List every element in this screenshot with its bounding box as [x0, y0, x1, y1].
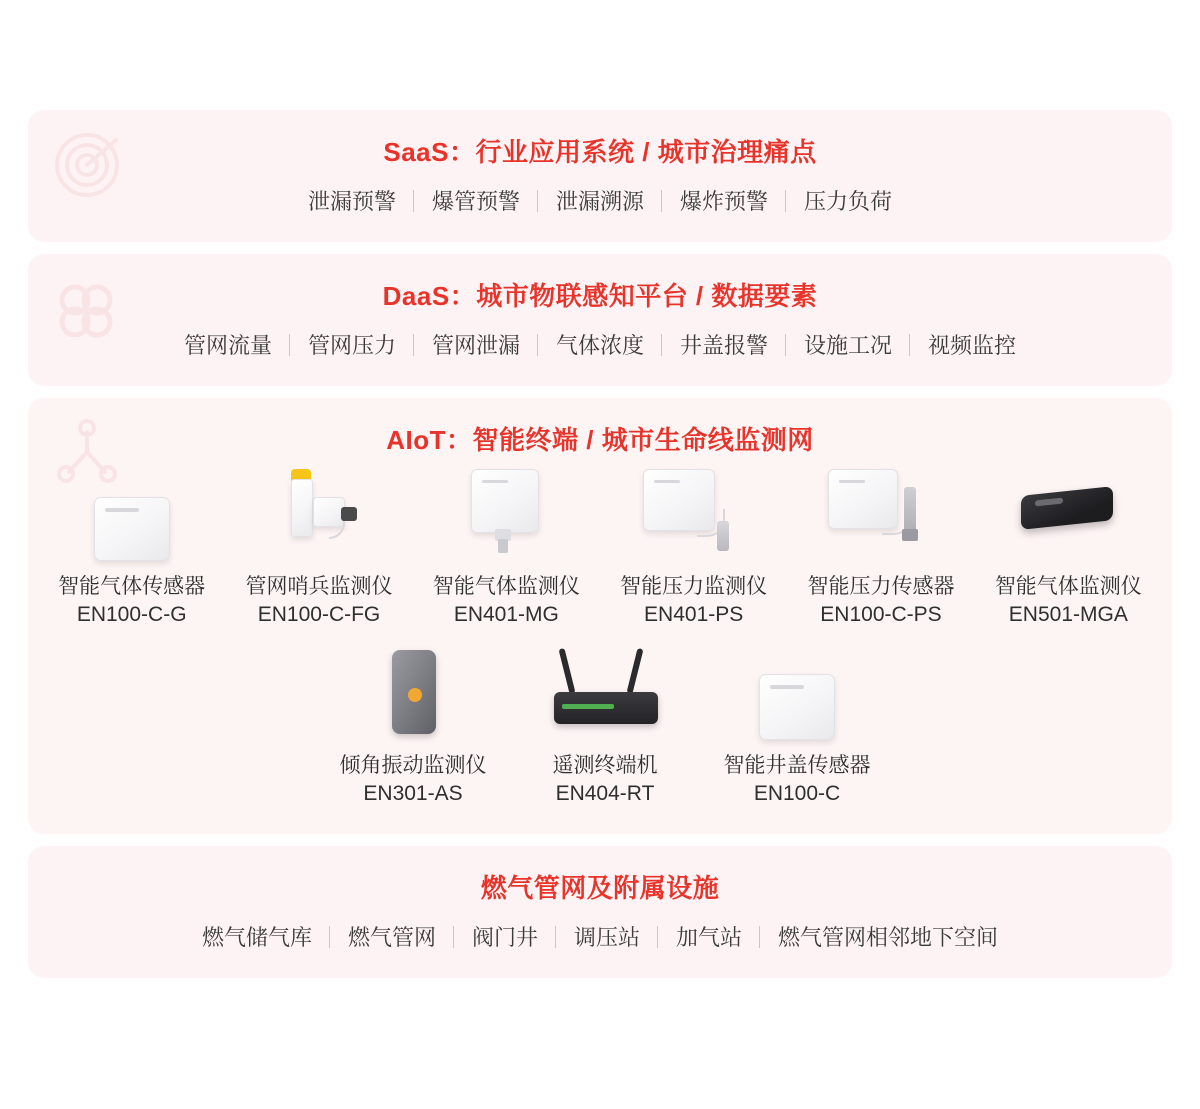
saas-chip[interactable]: 爆炸预警 [662, 185, 786, 216]
pipeline-chip[interactable]: 加气站 [658, 921, 760, 952]
daas-chip[interactable]: 管网压力 [290, 329, 414, 360]
layer-title-main: 城市物联感知平台 / 数据要素 [476, 281, 818, 311]
device-name: 智能压力监测仪 [620, 575, 768, 598]
device-name: 智能气体传感器 [58, 575, 206, 598]
device-card[interactable] [701, 648, 893, 809]
layer-title-daas [28, 254, 1172, 319]
daas-chip-list [28, 319, 1172, 386]
device-model: EN401-PS [644, 603, 744, 627]
pipeline-chip[interactable]: 燃气管网相邻地下空间 [778, 925, 999, 951]
layer-saas [28, 110, 1172, 242]
device-name: 智能气体监测仪 [432, 575, 580, 598]
device-card[interactable] [509, 648, 701, 809]
saas-chip[interactable]: 泄漏溯源 [538, 185, 662, 216]
layer-title-saas [28, 110, 1172, 175]
layer-daas [28, 254, 1172, 386]
device-model: EN100-C-PS [820, 603, 942, 627]
pressure-sensor-probe-icon [787, 469, 974, 561]
gas-monitor-box-icon [413, 469, 600, 561]
layer-title-pipeline [28, 846, 1172, 911]
pipeline-chip[interactable]: 燃气管网 [330, 921, 454, 952]
layer-title-prefix: AIoT： [386, 425, 473, 455]
layer-title-main: 智能终端 / 城市生命线监测网 [472, 425, 814, 455]
device-card[interactable] [225, 469, 412, 630]
pipeline-chip[interactable]: 阀门井 [454, 921, 556, 952]
pressure-monitor-box-icon [600, 469, 787, 561]
device-card[interactable] [317, 648, 509, 809]
layer-title-aiot [28, 398, 1172, 463]
device-model: EN501-MGA [1008, 603, 1128, 627]
device-card[interactable] [975, 469, 1162, 630]
layer-title-prefix: DaaS： [382, 281, 477, 311]
pipeline-chip[interactable]: 燃气储气库 [184, 921, 330, 952]
device-name: 智能气体监测仪 [994, 575, 1142, 598]
device-model: EN401-MG [453, 603, 559, 627]
device-name: 智能压力传感器 [807, 575, 955, 598]
device-card[interactable] [413, 469, 600, 630]
device-card[interactable] [38, 469, 225, 630]
layer-title-main: 燃气管网及附属设施 [480, 873, 720, 904]
saas-chip[interactable]: 泄漏预警 [290, 185, 414, 216]
device-model: EN100-C [753, 782, 841, 806]
daas-chip[interactable]: 气体浓度 [538, 329, 662, 360]
rtu-router-icon [509, 648, 701, 740]
daas-chip[interactable]: 设施工况 [786, 329, 910, 360]
layer-pipeline [28, 846, 1172, 978]
saas-chip[interactable]: 压力负荷 [804, 189, 893, 214]
device-grid [28, 463, 1172, 834]
saas-chip[interactable]: 爆管预警 [414, 185, 538, 216]
device-card[interactable] [600, 469, 787, 630]
pipeline-chip[interactable]: 调压站 [556, 921, 658, 952]
device-model: EN301-AS [363, 782, 463, 806]
device-row [38, 648, 1162, 809]
device-name: 遥测终端机 [552, 753, 658, 777]
saas-chip-list [28, 175, 1172, 242]
tilt-vibration-monitor-icon [317, 648, 509, 740]
daas-chip[interactable]: 管网流量 [166, 329, 290, 360]
device-name: 管网哨兵监测仪 [245, 575, 393, 598]
device-name: 智能井盖传感器 [723, 753, 871, 777]
black-gas-analyzer-icon [975, 469, 1162, 561]
gas-sensor-white-box-icon [38, 469, 225, 561]
device-model: EN100-C-FG [257, 603, 381, 627]
sentinel-probe-icon [225, 469, 412, 561]
layer-aiot [28, 398, 1172, 834]
daas-chip[interactable]: 视频监控 [928, 333, 1017, 358]
device-model: EN100-C-G [76, 603, 187, 627]
daas-chip[interactable]: 井盖报警 [662, 329, 786, 360]
device-row [38, 469, 1162, 630]
manhole-cover-sensor-icon [701, 648, 893, 740]
layer-title-prefix: SaaS： [383, 137, 476, 167]
layer-title-main: 行业应用系统 / 城市治理痛点 [475, 137, 817, 167]
device-name: 倾角振动监测仪 [339, 753, 487, 777]
device-card[interactable] [787, 469, 974, 630]
daas-chip[interactable]: 管网泄漏 [414, 329, 538, 360]
pipeline-chip-list [28, 911, 1172, 978]
device-model: EN404-RT [555, 782, 655, 806]
